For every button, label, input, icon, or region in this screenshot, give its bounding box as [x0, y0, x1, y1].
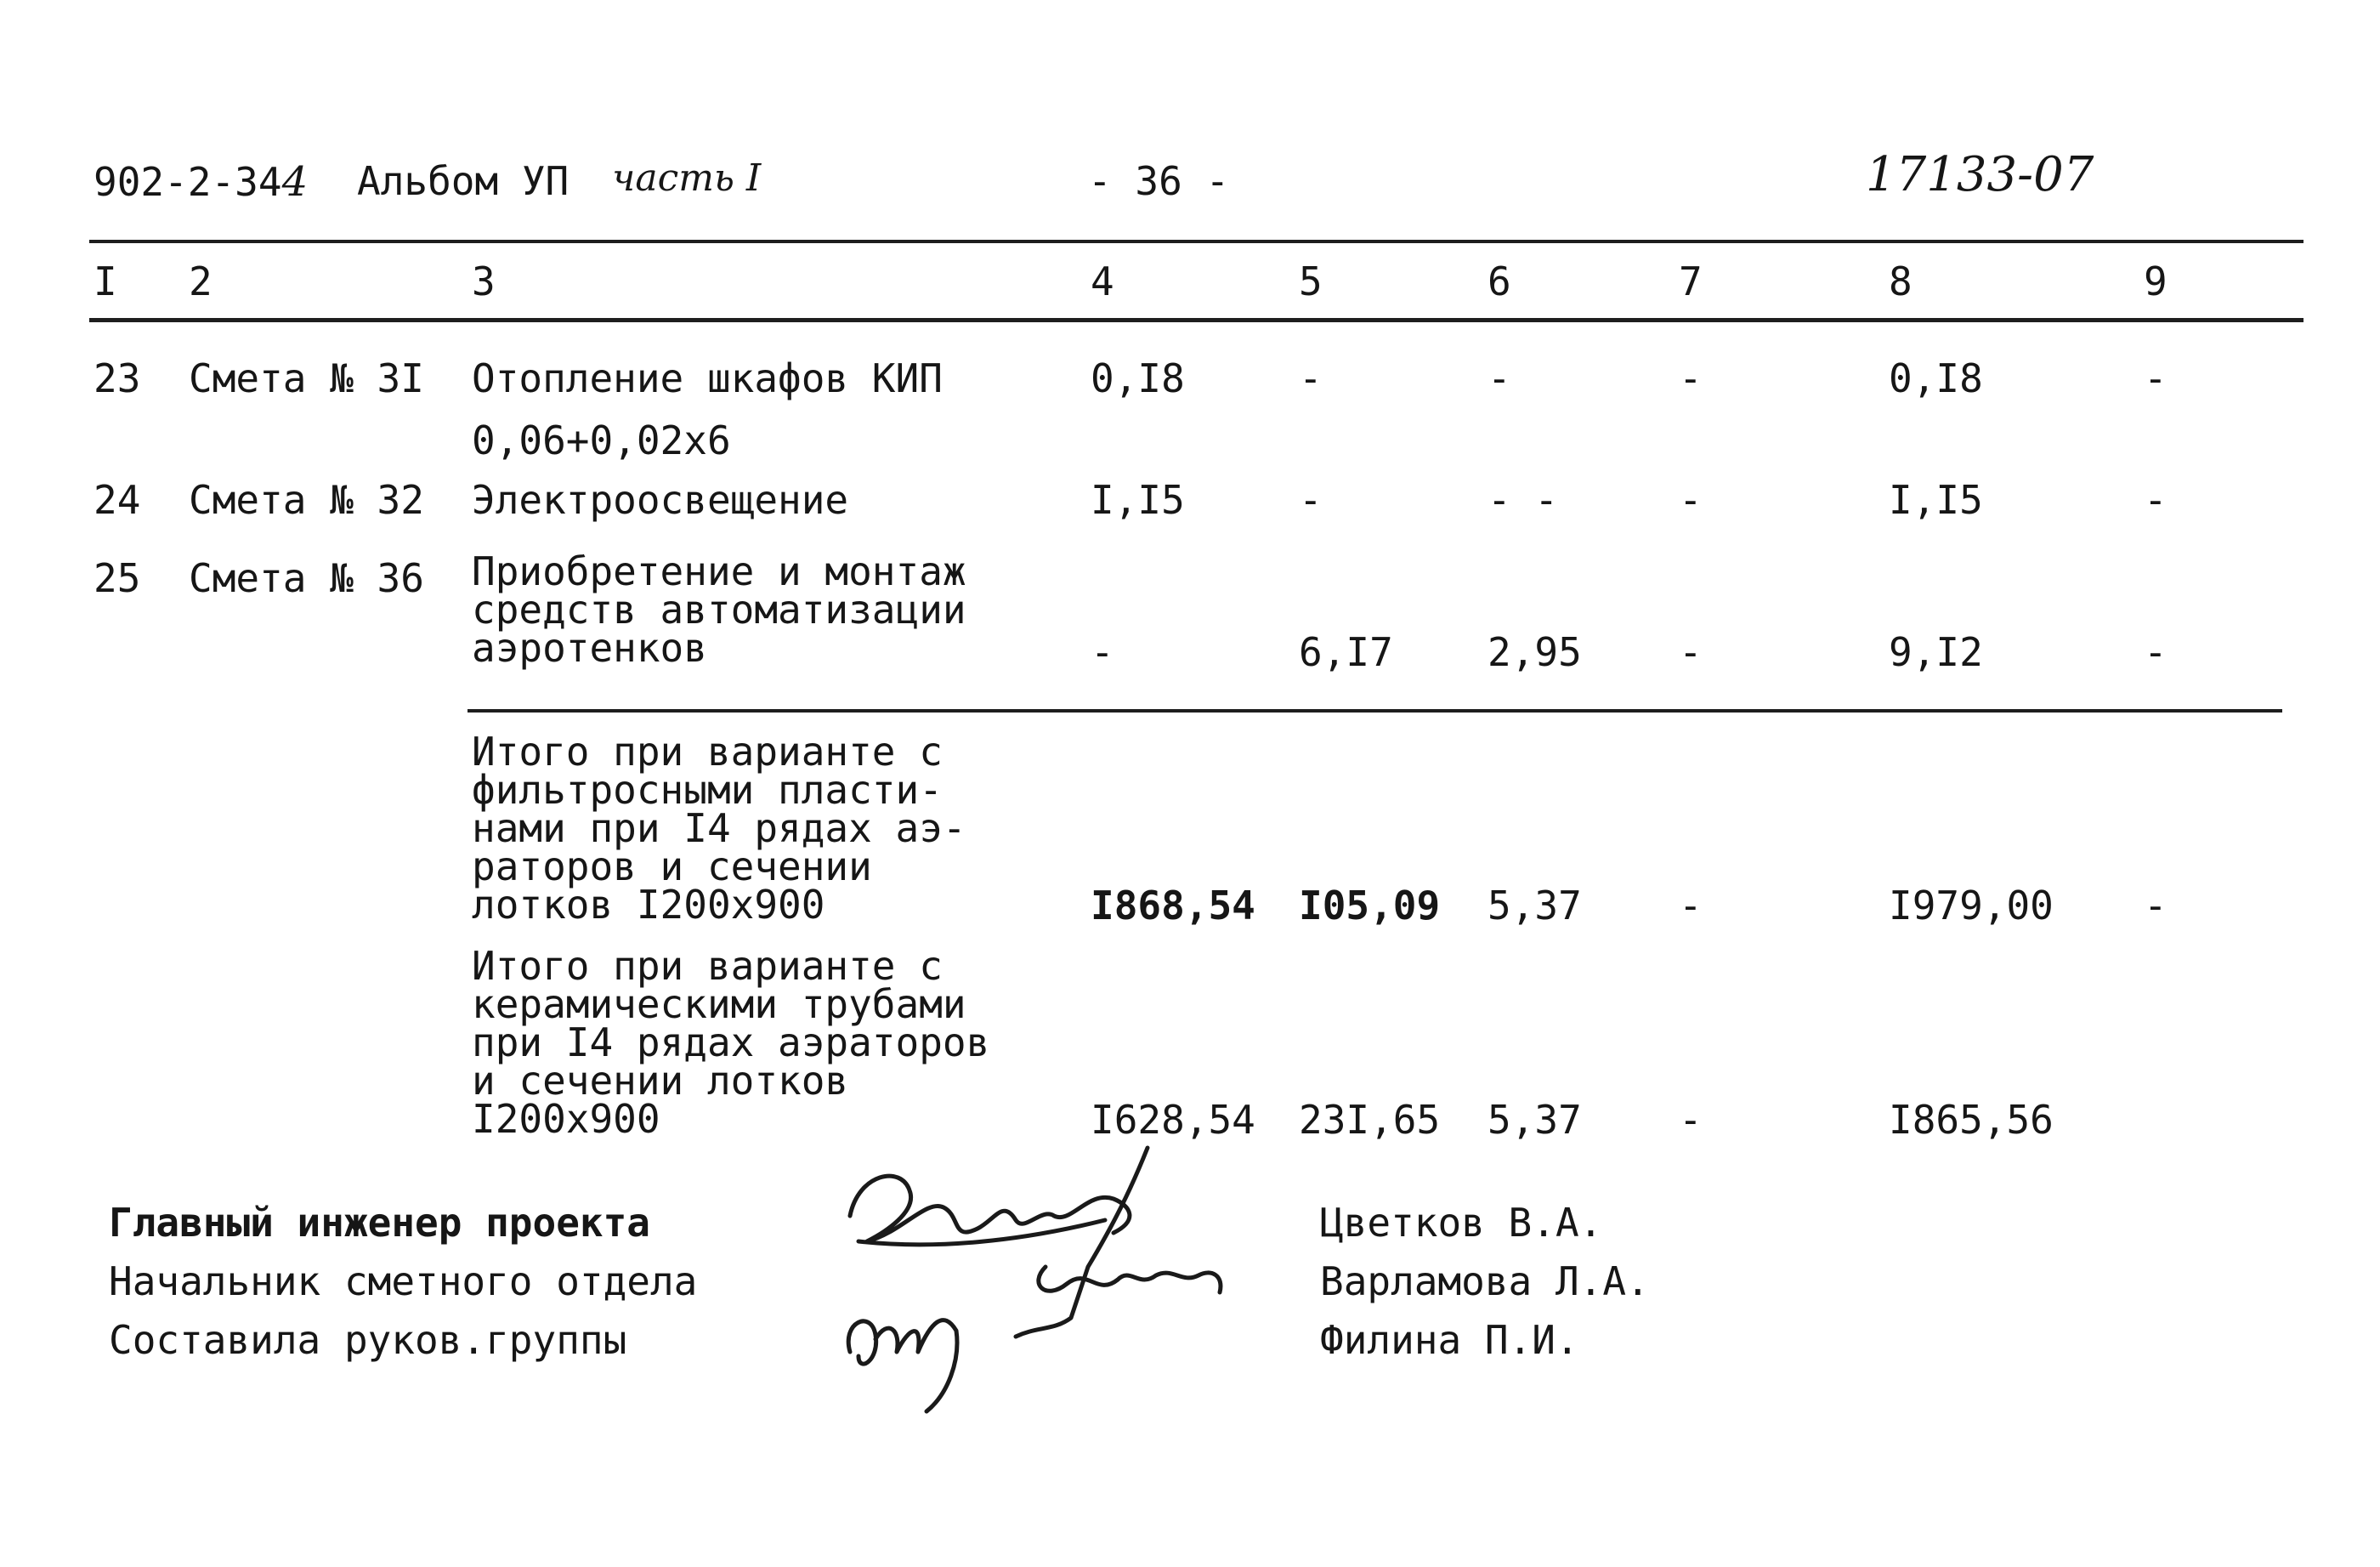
- row-cell-9: -: [2144, 355, 2168, 401]
- row-description-formula: 0,06+0,02х6: [472, 417, 731, 463]
- signature-role: Начальник сметного отдела: [109, 1258, 698, 1304]
- totals-cell-4: I628,54: [1091, 1097, 1255, 1143]
- column-number-4: 4: [1091, 258, 1114, 304]
- row-cell-5: -: [1299, 355, 1323, 401]
- column-number-5: 5: [1299, 258, 1323, 304]
- signature-name: Варламова Л.А.: [1320, 1258, 1650, 1304]
- signature-role: Главный инженер проекта: [109, 1200, 650, 1246]
- row-cell-8: I,I5: [1889, 477, 1983, 523]
- column-number-6: 6: [1488, 258, 1511, 304]
- row-cell-9: -: [2144, 477, 2168, 523]
- row-cell-4: -: [1091, 629, 1114, 675]
- row-cell-5: 6,I7: [1299, 629, 1393, 675]
- row-cell-6: 2,95: [1488, 629, 1582, 675]
- row-document: Смета № 3I: [189, 355, 424, 401]
- totals-cell-8: I979,00: [1889, 883, 2054, 928]
- row-cell-9: -: [2144, 629, 2168, 675]
- totals-cell-4: I868,54: [1091, 883, 1255, 928]
- row-cell-7: -: [1679, 355, 1703, 401]
- row-cell-5: -: [1299, 477, 1323, 523]
- totals-cell-7: -: [1679, 1097, 1703, 1143]
- row-cell-8: 0,I8: [1889, 355, 1983, 401]
- row-document: Смета № 36: [189, 555, 424, 601]
- totals-description: Итого при варианте с керамическими трубами при I4 рядах аэраторов и сечении лотков I200x900: [472, 943, 990, 1142]
- document-code-suffix: 4: [281, 158, 309, 206]
- row-cell-7: -: [1679, 629, 1703, 675]
- row-cell-6: - -: [1488, 477, 1559, 523]
- row-description: Отопление шкафов КИП: [472, 355, 943, 401]
- part-label: часть I: [612, 156, 762, 200]
- totals-description: Итого при варианте с фильтросными пласти- нами при I4 рядах аэ- раторов и сечении лотков I200x900: [472, 729, 966, 928]
- totals-cell-8: I865,56: [1889, 1097, 2054, 1143]
- signature-name: Филина П.И.: [1320, 1317, 1579, 1363]
- column-number-2: 2: [189, 258, 212, 304]
- totals-cell-7: -: [1679, 883, 1703, 928]
- column-number-3: 3: [472, 258, 496, 304]
- page-number: - 36 -: [1088, 158, 1230, 204]
- column-number-9: 9: [2144, 258, 2168, 304]
- signature-role: Составила руков.группы: [109, 1317, 627, 1363]
- row-cell-6: -: [1488, 355, 1511, 401]
- column-number-7: 7: [1679, 258, 1703, 304]
- handwritten-signatures: [833, 1139, 1309, 1420]
- row-cell-7: -: [1679, 477, 1703, 523]
- row-number: 24: [94, 477, 141, 523]
- row-cell-4: I,I5: [1091, 477, 1185, 523]
- column-number-1: I: [94, 258, 117, 304]
- header-bottom-rule: [89, 318, 2304, 322]
- row-cell-4: 0,I8: [1091, 355, 1185, 401]
- totals-cell-5: 23I,65: [1299, 1097, 1441, 1143]
- row-description: Приобретение и монтаж средств автоматизации аэротенков: [472, 548, 966, 671]
- totals-cell-6: 5,37: [1488, 883, 1582, 928]
- album-label: Альбом УП: [357, 158, 570, 204]
- table-top-rule: [89, 240, 2304, 243]
- row-number: 25: [94, 555, 141, 601]
- totals-cell-6: 5,37: [1488, 1097, 1582, 1143]
- document-code-prefix: 902-2-34: [94, 159, 282, 205]
- reference-number: 17133-07: [1866, 147, 2094, 202]
- row-cell-8: 9,I2: [1889, 629, 1983, 675]
- row-document: Смета № 32: [189, 477, 424, 523]
- document-code: [94, 158, 309, 206]
- column-number-8: 8: [1889, 258, 1912, 304]
- row-number: 23: [94, 355, 141, 401]
- signature-name: Цветков В.А.: [1320, 1200, 1603, 1246]
- totals-cell-5: I05,09: [1299, 883, 1441, 928]
- totals-rule: [468, 709, 2282, 713]
- row-description: Электроосвещение: [472, 477, 849, 523]
- totals-cell-9: -: [2144, 883, 2168, 928]
